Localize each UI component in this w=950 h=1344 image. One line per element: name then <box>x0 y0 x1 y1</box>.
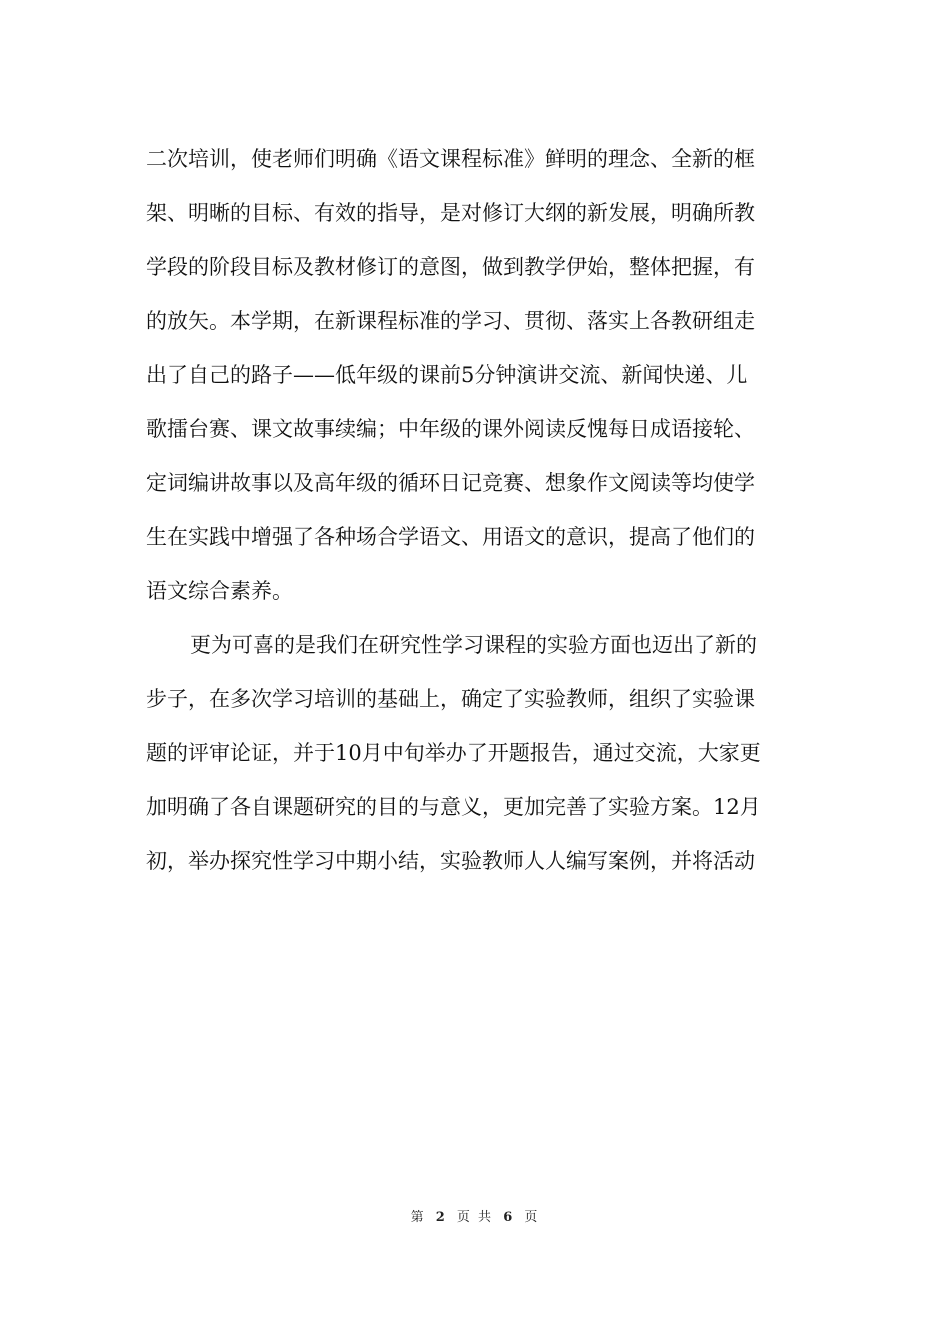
current-page-number: 2 <box>435 1210 447 1225</box>
text-line: 初，举办探究性学习中期小结，实验教师人人编写案例，并将活动 <box>146 849 755 873</box>
page-number-footer <box>0 1206 950 1225</box>
total-pages-number: 6 <box>503 1210 515 1225</box>
footer-prefix: 第 <box>410 1210 426 1225</box>
text-line: 架、明晰的目标、有效的指导，是对修订大纲的新发展，明确所教 <box>146 201 755 225</box>
text-line: 语文综合素养。 <box>146 579 293 603</box>
text-line: 题的评审论证，并于10月中旬举办了开题报告，通过交流，大家更 <box>146 741 761 765</box>
text-line: 学段的阶段目标及教材修订的意图，做到教学伊始，整体把握，有 <box>146 255 755 279</box>
text-line: 生在实践中增强了各种场合学语文、用语文的意识，提高了他们的 <box>146 525 755 549</box>
paragraph-first-line: 更为可喜的是我们在研究性学习课程的实验方面也迈出了新的 <box>190 633 757 657</box>
text-line: 歌擂台赛、课文故事续编；中年级的课外阅读反愧每日成语接轮、 <box>146 417 755 441</box>
text-line: 的放矢。本学期，在新课程标准的学习、贯彻、落实上各教研组走 <box>146 309 755 333</box>
text-line: 二次培训，使老师们明确《语文课程标准》鲜明的理念、全新的框 <box>146 147 755 171</box>
text-line: 定词编讲故事以及高年级的循环日记竞赛、想象作文阅读等均使学 <box>146 471 755 495</box>
footer-suffix: 页 <box>524 1210 540 1225</box>
text-line: 步子，在多次学习培训的基础上，确定了实验教师，组织了实验课 <box>146 687 755 711</box>
text-line: 加明确了各自课题研究的目的与意义，更加完善了实验方案。12月 <box>146 795 761 819</box>
text-line: 出了自己的路子——低年级的课前5分钟演讲交流、新闻快递、儿 <box>146 363 748 387</box>
body-text <box>146 132 806 888</box>
footer-middle: 页 共 <box>456 1210 494 1225</box>
